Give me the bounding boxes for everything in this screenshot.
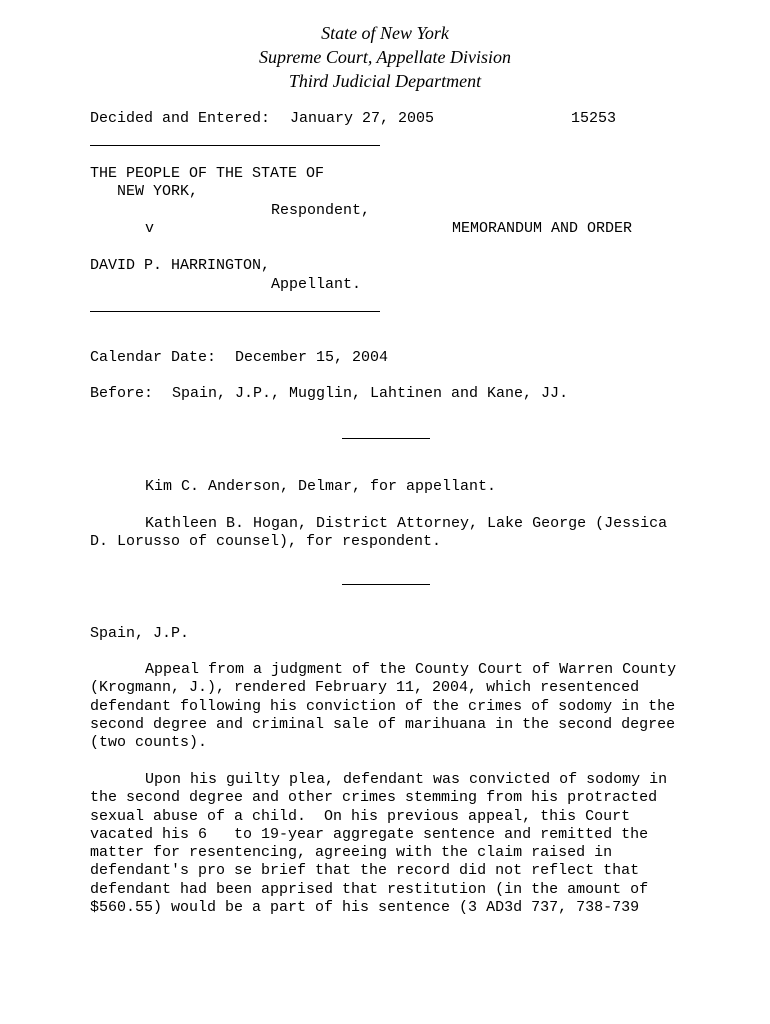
paragraph-line: second degree and criminal sale of marihuana in the second degree <box>90 715 676 733</box>
opinion-author: Spain, J.P. <box>90 625 190 642</box>
court-state-text: State of New York <box>321 23 449 43</box>
paragraph-line: (two counts). <box>90 734 208 752</box>
before-judges: Spain, J.P., Mugglin, Lahtinen and Kane, JJ. <box>172 385 569 402</box>
versus-text: v <box>145 220 155 237</box>
separator-rule-2 <box>342 584 430 585</box>
paragraph-line: defendant had been apprised that restitution (in the amount of <box>90 880 649 898</box>
paragraph-line: Upon his guilty plea, defendant was convicted of sodomy in <box>145 771 668 788</box>
paragraph-line: vacated his 6 to 19-year aggregate sentence and remitted the <box>90 825 649 843</box>
court-state-line <box>0 21 770 45</box>
party1-line2: NEW YORK, <box>117 183 199 200</box>
court-name-text: Supreme Court, Appellate Division <box>259 47 511 67</box>
court-name-line <box>0 45 770 69</box>
decided-date: January 27, 2005 <box>290 110 435 127</box>
separator-rule-1 <box>342 438 430 439</box>
party2-name: DAVID P. HARRINGTON, <box>90 257 271 274</box>
paragraph-line: sexual abuse of a child. On his previous appeal, this Court <box>90 807 631 825</box>
caption-top-rule <box>90 145 380 146</box>
opinion-paragraph-1 <box>90 661 690 752</box>
caption-bottom-rule <box>90 311 380 312</box>
document-type: MEMORANDUM AND ORDER <box>452 220 633 237</box>
paragraph-line: defendant's pro se brief that the record did not reflect that <box>90 862 640 880</box>
before-label: Before: <box>90 385 154 402</box>
court-department-text: Third Judicial Department <box>288 71 482 91</box>
paragraph-line: defendant following his conviction of the crimes of sodomy in the <box>90 697 676 715</box>
respondent-counsel-line2: D. Lorusso of counsel), for respondent. <box>90 533 442 550</box>
paragraph-line: (Krogmann, J.), rendered February 11, 2004, which resentenced <box>90 679 640 697</box>
decided-label: Decided and Entered: <box>90 110 271 127</box>
appellant-counsel: Kim C. Anderson, Delmar, for appellant. <box>145 478 497 495</box>
docket-number: 15253 <box>571 110 617 127</box>
court-department-line <box>0 69 770 93</box>
respondent-counsel-line1: Kathleen B. Hogan, District Attorney, Lake George (Jessica <box>145 515 668 532</box>
paragraph-line: $560.55) would be a part of his sentence (3 AD3d 737, 738-739 <box>90 899 640 917</box>
paragraph-line: the second degree and other crimes stemming from his protracted <box>90 789 658 807</box>
paragraph-line: Appeal from a judgment of the County Court of Warren County <box>145 661 677 678</box>
party1-role: Respondent, <box>271 202 371 219</box>
party1-line1: THE PEOPLE OF THE STATE OF <box>90 165 325 182</box>
paragraph-line: matter for resentencing, agreeing with the claim raised in <box>90 844 613 862</box>
calendar-date: December 15, 2004 <box>235 349 389 366</box>
opinion-paragraph-2 <box>90 771 690 917</box>
party2-role: Appellant. <box>271 276 362 293</box>
calendar-label: Calendar Date: <box>90 349 217 366</box>
